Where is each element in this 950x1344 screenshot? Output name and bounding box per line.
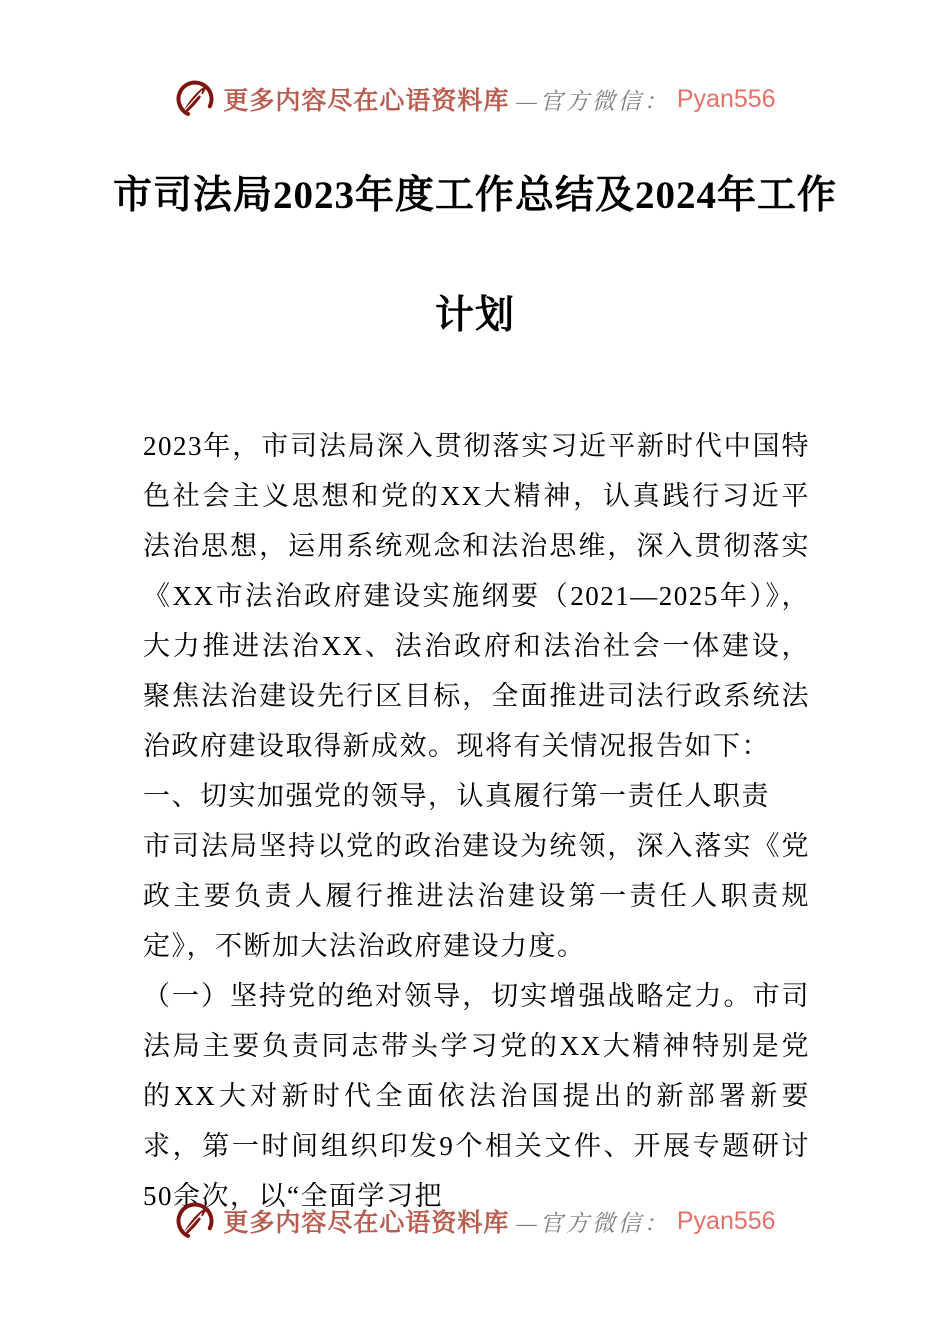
document-title (0, 136, 950, 376)
watermark-wechat-id: Pyan556 (676, 1206, 776, 1235)
section-heading-1: 一、切实加强党的领导，认真履行第一责任人职责 (143, 781, 770, 811)
pen-nib-circle-icon (174, 78, 216, 120)
watermark-brand-text: 更多内容尽在心语资料库 (223, 88, 510, 115)
pen-nib-circle-icon (174, 1200, 216, 1242)
paragraph-subsection-1-1: （一）坚持党的绝对领导，切实增强战略定力。市司法局主要负责同志带头学习党的XX大精神特别是党的XX大对新时代全面依法治国提出的新部署新要求，第一时间组织印发9个相关文件、开展专题研讨50余次，以“全面学习把 (143, 981, 810, 1211)
watermark-wechat-id: Pyan556 (676, 84, 776, 113)
paragraph-section-1: 市司法局坚持以党的政治建设为统领，深入落实《党政主要负责人履行推进法治建设第一责任人职责规定》，不断加大法治政府建设力度。 (143, 831, 810, 961)
title-line-1: 市司法局2023年度工作总结及2024年工作 (112, 174, 837, 217)
header-watermark (0, 78, 950, 120)
footer-watermark (0, 1200, 950, 1242)
title-line-2: 计划 (434, 294, 515, 337)
watermark-wechat-label: —官方微信： (516, 1210, 670, 1236)
paragraph-intro: 2023年，市司法局深入贯彻落实习近平新时代中国特色社会主义思想和党的XX大精神，认真践行习近平法治思想，运用系统观念和法治思维，深入贯彻落实《XX市法治政府建设实施纲要（2021—2025年）》，大力推进法治XX、法治政府和法治社会一体建设，聚焦法治建设先行区目标，全面推进司法行政系统法治政府建设取得新成效。现将有关情况报告如下： (143, 431, 810, 761)
document-body (143, 421, 810, 1221)
watermark-wechat-label: —官方微信： (516, 88, 670, 114)
watermark-brand-text: 更多内容尽在心语资料库 (223, 1210, 510, 1237)
